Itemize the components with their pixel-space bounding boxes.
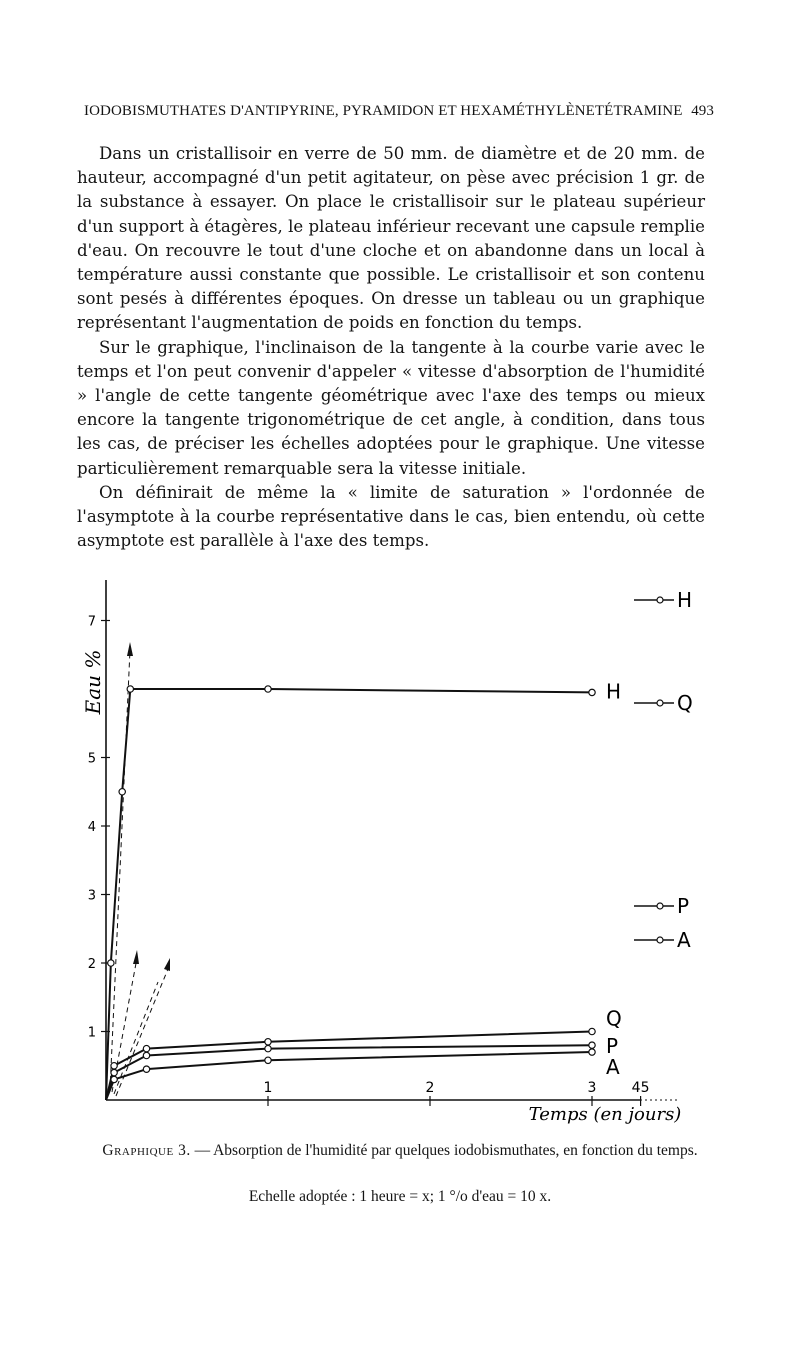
caption-label: Graphique 3. [102, 1142, 191, 1159]
tangent-lines [110, 650, 170, 1096]
data-point [111, 1063, 117, 1069]
data-point [143, 1052, 149, 1058]
series-line-A [106, 1052, 592, 1100]
tangent-arrowheads [127, 642, 170, 971]
x-axis-label: Temps (en jours) [528, 1104, 682, 1125]
legend [634, 588, 693, 952]
absorption-chart [0, 570, 800, 1130]
arrowhead [133, 950, 139, 964]
data-point [265, 1057, 271, 1063]
legend-marker [657, 700, 663, 706]
x-tick-label: 3 [587, 1080, 597, 1096]
running-title: IODOBISMUTHATES D'ANTIPYRINE, PYRAMIDON ET HEXAMÉTHYLÈNETÉTRAMINE [84, 103, 683, 119]
page-header [84, 103, 714, 120]
figure-caption [100, 1140, 700, 1161]
legend-label: Q [677, 691, 693, 715]
y-tick-label: 2 [87, 957, 96, 972]
y-tick-label: 7 [87, 614, 96, 630]
data-point [589, 1049, 595, 1055]
x-tick-label: 45 [631, 1080, 650, 1096]
data-point [143, 1045, 149, 1051]
data-point [119, 789, 125, 795]
x-tick-label: 1 [263, 1080, 273, 1096]
data-point [265, 686, 271, 692]
x-tick-label: 2 [425, 1080, 435, 1096]
series-group [106, 679, 622, 1100]
series-end-label: Q [606, 1006, 622, 1031]
legend-marker [657, 597, 663, 603]
paragraph: On définirait de même la « limite de saturation » l'ordonnée de l'asymptote à la courbe représentative dans le cas, bien entendu, où cette asymptote est parallèle à l'axe des temps. [77, 482, 705, 551]
series-end-label: P [606, 1034, 619, 1059]
data-point [108, 960, 114, 966]
page-number: 493 [691, 103, 714, 119]
y-tick-label: 1 [87, 1025, 96, 1041]
data-point [111, 1076, 117, 1082]
legend-marker [657, 903, 663, 909]
paragraph: Dans un cristallisoir en verre de 50 mm. de diamètre et de 20 mm. de hauteur, accompagné d'un petit agitateur, on pèse avec précision 1 gr. de la substance à essayer. On place le cristallisoir sur le plateau supérieur d'un support à étagères, le plateau inférieur recevant une capsule remplie d'eau. On recouvre le tout d'une cloche et on abandonne dans un local à température aussi constante que possible. Le cristallisoir et son contenu sont pesés à différentes époques. On dresse un tableau ou un graphique représentant l'augmentation de poids en fonction du temps. [77, 144, 705, 333]
caption-text: — Absorption de l'humidité par quelques iodobismuthates, en fonction du temps. [194, 1142, 698, 1159]
series-end-label: A [606, 1055, 620, 1080]
figure [0, 570, 800, 1130]
data-point [589, 1028, 595, 1034]
data-point [265, 1039, 271, 1045]
paragraph: Sur le graphique, l'inclinaison de la tangente à la courbe varie avec le temps et l'on peut convenir d'appeler « vitesse d'absorption de l'humidité » l'angle de cette tangente géométrique avec l'axe des temps ou mieux encore la tangente trigonométrique de cet angle, à condition, dans tous les cas, de préciser les échelles adoptées pour le graphique. Une vitesse particulièrement remarquable sera la vitesse initiale. [77, 337, 705, 478]
legend-label: P [677, 894, 690, 918]
y-tick-label: 5 [87, 751, 96, 767]
arrowhead [164, 958, 170, 971]
data-point [589, 1042, 595, 1048]
data-point [265, 1045, 271, 1051]
y-tick-label: 3 [87, 888, 96, 904]
legend-marker [657, 937, 663, 943]
scale-note: Echelle adoptée : 1 heure = x; 1 °/o d'eau = 10 x. [248, 1188, 552, 1205]
data-point [111, 1069, 117, 1075]
y-axis-label: Eau % [81, 649, 105, 715]
data-point [127, 686, 133, 692]
series-line-Q [106, 1032, 592, 1101]
legend-label: A [677, 928, 691, 952]
tangent-line [110, 650, 130, 1090]
y-tick-label: 4 [87, 820, 96, 835]
data-point [589, 689, 595, 695]
arrowhead [127, 642, 133, 656]
series-end-label: H [606, 679, 622, 704]
legend-label: H [677, 588, 693, 612]
body-text [77, 142, 705, 553]
data-point [143, 1066, 149, 1072]
